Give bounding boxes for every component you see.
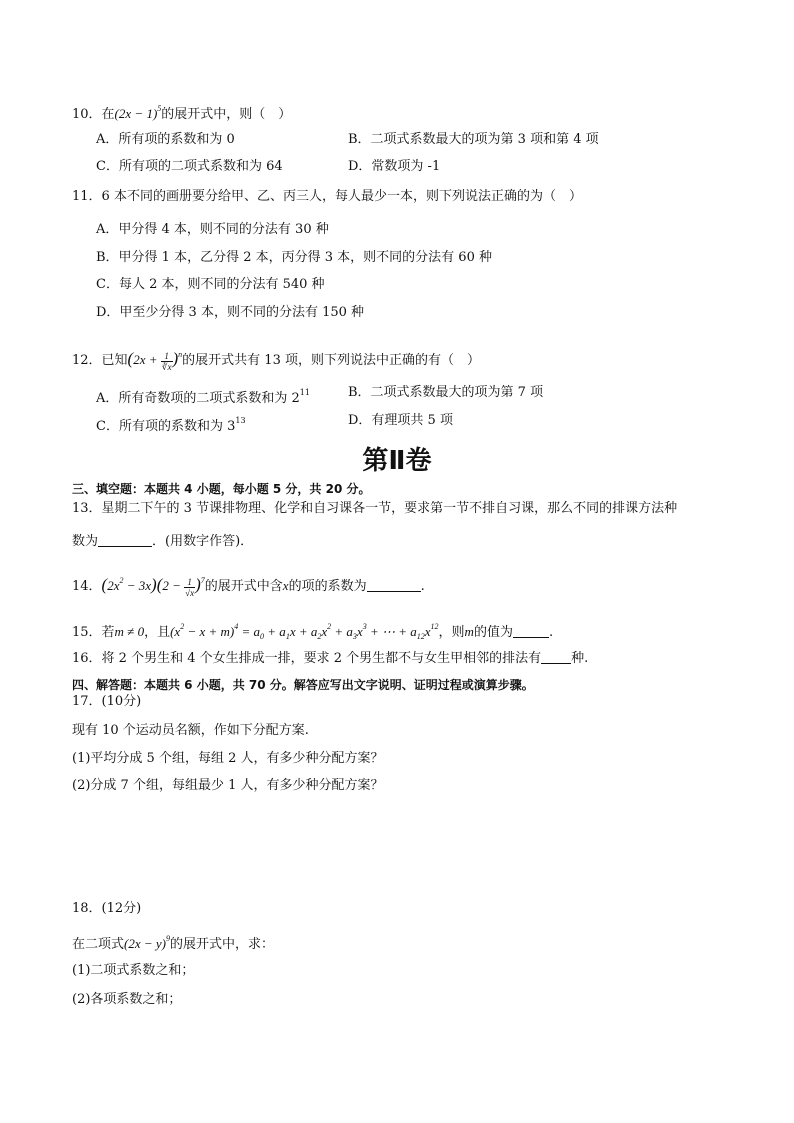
q13-line1: 13．星期二下午的 3 节课排物理、化学和自习课各一节，要求第一节不排自习课，那么不同的排课方法种 (72, 501, 678, 516)
q11-option-d: D．甲至少分得 3 本，则不同的分法有 150 种 (96, 305, 365, 320)
q12-expression: (2x + $\frac{1}{∛x}$ )$^n$ (127, 349, 183, 372)
q11-option-b: B．甲分得 1 本，乙分得 2 本，丙分得 3 本，则不同的分法有 60 种 (96, 250, 492, 265)
q13-line2: 数为 ．(用数字作答)． (72, 534, 254, 549)
q11-option-c: C．每人 2 本，则不同的分法有 540 种 (96, 277, 325, 292)
q17-head: 17．(10分) (72, 694, 142, 709)
section-title: 第Ⅱ卷 (362, 446, 432, 476)
q18-stem: 在二项式$(2x - y)^9$的展开式中，求： (72, 934, 275, 952)
q10-expression: $(2x - 1)^5$ (114, 104, 162, 121)
q17-stem: 现有 10 个运动员名额，作如下分配方案. (72, 723, 309, 738)
q13-answer-blank (98, 534, 152, 547)
q12-option-a: A．所有奇数项的二项式系数和为 $2^{11}$ (96, 388, 310, 406)
q14-answer-blank (367, 579, 421, 592)
q18-sub1: (1)二项式系数之和； (72, 963, 195, 978)
q18-head: 18．(12分) (72, 901, 142, 916)
q17-sub1: (1)平均分成 5 个组，每组 2 人，有多少种分配方案？ (72, 751, 384, 766)
q16-stem: 16．将 2 个男生和 4 个女生排成一排，要求 2 个男生都不与女生甲相邻的排法有 种. (72, 651, 589, 666)
q12-option-d: D．有理项共 5 项 (348, 413, 453, 428)
q10-option-b: B．二项式系数最大的项为第 3 项和第 4 项 (348, 132, 599, 147)
q12-option-b: B．二项式系数最大的项为第 7 项 (348, 385, 544, 400)
q10-stem: 10．在$(2x - 1)^5$的展开式中，则（ ） (72, 104, 292, 122)
q14-stem: 14．$(2x^2 - 3x)(2$ − $\frac{1}{√x}$ )$^7$的展开式中含x的项的系数为 . (72, 575, 425, 598)
q11-stem: 11．6 本不同的画册要分给甲、乙、丙三人，每人最少一本，则下列说法正确的为（ ） (72, 189, 582, 204)
q15-stem: 15．若m ≠ 0，且$(x^2 - x + m)^4 = a_0 + a_1x + a_2x^2 + a_3x^3$ + ⋯ + $a_{12}x^{12}$，则m的值为 . (72, 622, 554, 641)
q17-sub2: (2)分成 7 个组，每组最少 1 人，有多少种分配方案？ (72, 778, 384, 793)
q18-sub2: (2)各项系数之和； (72, 992, 182, 1007)
q10-option-a: A．所有项的系数和为 0 (96, 132, 235, 147)
q12-option-c: C．所有项的系数和为 $3^{13}$ (96, 416, 246, 434)
q10-option-c: C．所有项的二项式系数和为 64 (96, 159, 283, 174)
q14-expression: $(2x^2 - 3x)(2$ − $\frac{1}{√x}$ )$^7$ (101, 575, 205, 598)
q10-option-d: D．常数项为 -1 (348, 159, 441, 174)
part4-header: 四、解答题：本题共 6 小题，共 70 分。解答应写出文字说明、证明过程或演算步骤。 (72, 678, 534, 692)
q16-answer-blank (541, 651, 571, 664)
q18-expression: $(2x - y)^9$ (124, 934, 170, 951)
q12-stem: 12．已知(2x + $\frac{1}{∛x}$ )$^n$的展开式共有 13 项，则下列说法中正确的有（ ） (72, 349, 480, 372)
q11-option-a: A．甲分得 4 本，则不同的分法有 30 种 (96, 222, 329, 237)
part3-header: 三、填空题：本题共 4 小题，每小题 5 分，共 20 分。 (72, 482, 371, 496)
q15-expression: $(x^2 - x + m)^4 = a_0 + a_1x + a_2x^2 + a_3x^3$ + ⋯ + $a_{12}x^{12}$ (170, 622, 439, 641)
q15-answer-blank (513, 625, 549, 638)
